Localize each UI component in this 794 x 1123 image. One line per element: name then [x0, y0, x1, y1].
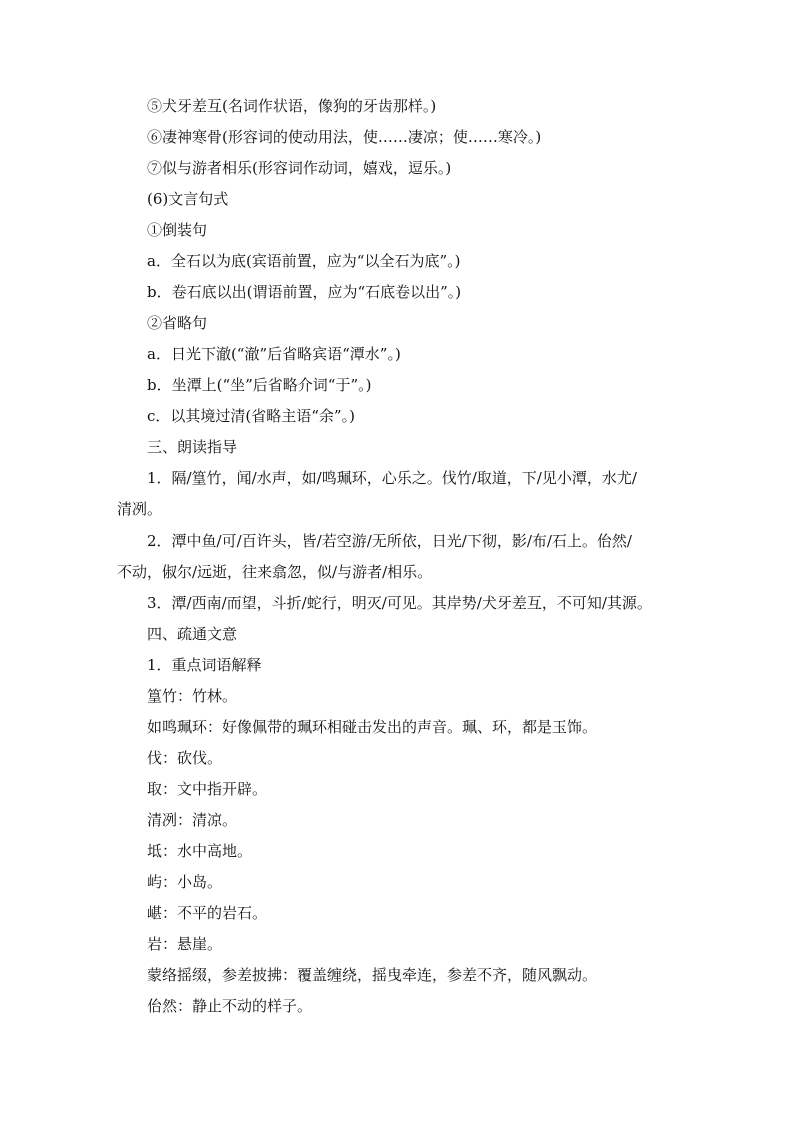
glossary-item: 嵁：不平的岩石。 — [147, 904, 268, 922]
section-heading: 三、朗读指导 — [147, 438, 238, 456]
text-line: 3．潭/西南/而望，斗折/蛇行，明灭/可见。其岸势/犬牙差互，不可知/其源。 — [147, 594, 652, 612]
text-line: b．坐潭上(“坐”后省略介词“于”。) — [147, 376, 372, 394]
text-line: a．日光下澈(“澈”后省略宾语“潭水”。) — [147, 345, 401, 363]
text-line: ⑦似与游者相乐(形容词作动词，嬉戏，逗乐。) — [147, 159, 452, 177]
subsection-heading: ①倒装句 — [147, 221, 208, 239]
section-heading: (6)文言句式 — [147, 190, 229, 208]
text-line: 1．隔/篁竹，闻/水声，如/鸣珮环，心乐之。伐竹/取道，下/见小潭，水尤/ — [147, 469, 637, 487]
glossary-item: 佁然：静止不动的样子。 — [147, 997, 313, 1015]
text-line: c．以其境过清(省略主语“余”。) — [147, 407, 355, 425]
glossary-item: 岩：悬崖。 — [147, 935, 223, 953]
glossary-item: 如鸣珮环：好像佩带的珮环相碰击发出的声音。珮、环，都是玉饰。 — [147, 718, 598, 736]
text-line: a．全石以为底(宾语前置，应为“以全石为底”。) — [147, 252, 461, 270]
text-line: b．卷石底以出(谓语前置，应为“石底卷以出”。) — [147, 283, 462, 301]
text-line: 2．潭中鱼/可/百许头，皆/若空游/无所依，日光/下彻，影/布/石上。佁然/ — [147, 532, 632, 550]
text-line: 不动，俶尔/远逝，往来翕忽，似/与游者/相乐。 — [117, 563, 433, 581]
text-line: 清冽。 — [117, 500, 163, 518]
subsection-heading: 1．重点词语解释 — [147, 656, 262, 674]
glossary-item: 屿：小岛。 — [147, 873, 223, 891]
glossary-item: 伐：砍伐。 — [147, 749, 223, 767]
glossary-item: 篁竹：竹林。 — [147, 687, 238, 705]
text-line: ⑥凄神寒骨(形容词的使动用法，使……凄凉；使……寒冷。) — [147, 128, 542, 146]
glossary-item: 蒙络摇缀，参差披拂：覆盖缠绕，摇曳牵连，参差不齐，随风飘动。 — [147, 966, 598, 984]
glossary-item: 取：文中指开辟。 — [147, 780, 268, 798]
glossary-item: 清冽：清凉。 — [147, 811, 238, 829]
subsection-heading: ②省略句 — [147, 314, 208, 332]
glossary-item: 坻：水中高地。 — [147, 842, 253, 860]
text-line: ⑤犬牙差互(名词作状语，像狗的牙齿那样。) — [147, 97, 437, 115]
section-heading: 四、疏通文意 — [147, 625, 238, 643]
